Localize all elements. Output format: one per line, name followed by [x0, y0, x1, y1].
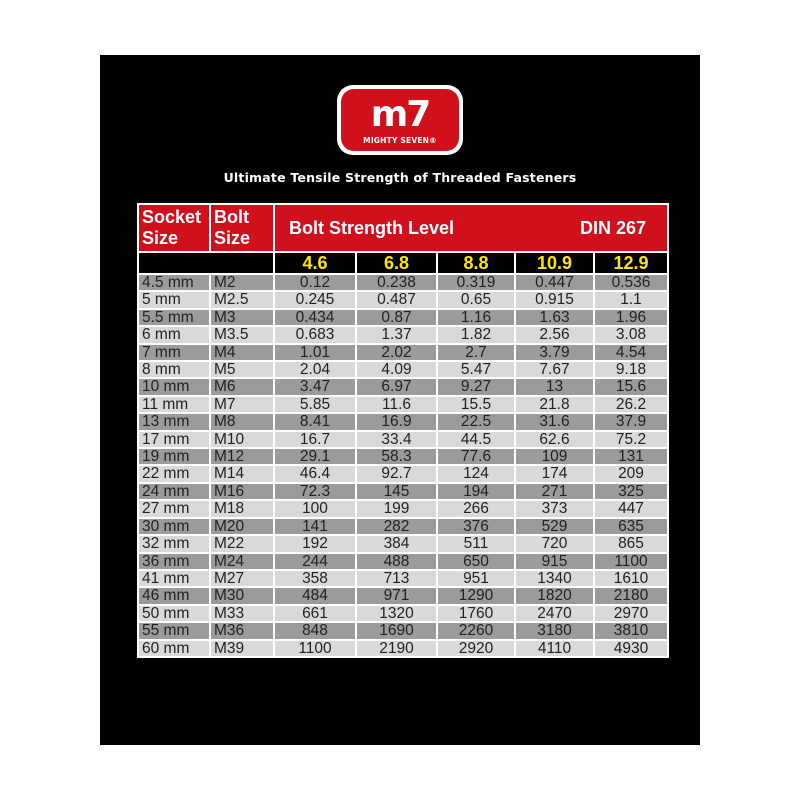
strength-value-cell: 174	[515, 465, 594, 482]
strength-value-cell: 484	[274, 587, 356, 604]
bolt-size-cell: M14	[210, 465, 274, 482]
strength-value-cell: 62.6	[515, 431, 594, 448]
strength-value-cell: 131	[594, 448, 668, 465]
strength-value-cell: 720	[515, 535, 594, 552]
bolt-size-cell: M3	[210, 309, 274, 326]
strength-value-cell: 194	[437, 483, 515, 500]
strength-value-cell: 384	[356, 535, 437, 552]
table-row	[138, 622, 668, 639]
strength-value-cell: 58.3	[356, 448, 437, 465]
strength-value-cell: 0.87	[356, 309, 437, 326]
strength-value-cell: 4110	[515, 640, 594, 657]
strength-value-cell: 16.7	[274, 431, 356, 448]
strength-value-cell: 1100	[274, 640, 356, 657]
strength-value-cell: 661	[274, 605, 356, 622]
strength-value-cell: 1610	[594, 570, 668, 587]
strength-value-cell: 2.04	[274, 361, 356, 378]
table-row	[138, 309, 668, 326]
strength-value-cell: 635	[594, 518, 668, 535]
strength-value-cell: 15.5	[437, 396, 515, 413]
strength-value-cell: 7.67	[515, 361, 594, 378]
table-row	[138, 344, 668, 361]
strength-value-cell: 358	[274, 570, 356, 587]
socket-size-cell: 32 mm	[138, 535, 210, 552]
logo-subtitle: MIGHTY SEVEN®	[363, 136, 437, 145]
strength-value-cell: 0.536	[594, 274, 668, 291]
table-row	[138, 570, 668, 587]
socket-size-cell: 11 mm	[138, 396, 210, 413]
strength-value-cell: 33.4	[356, 431, 437, 448]
strength-value-cell: 447	[594, 500, 668, 517]
bolt-size-cell: M18	[210, 500, 274, 517]
strength-value-cell: 199	[356, 500, 437, 517]
socket-size-cell: 24 mm	[138, 483, 210, 500]
header-socket-size: Socket Size	[138, 204, 210, 252]
bolt-size-cell: M5	[210, 361, 274, 378]
bolt-size-cell: M6	[210, 378, 274, 395]
strength-value-cell: 29.1	[274, 448, 356, 465]
strength-level-label: Bolt Strength Level	[289, 217, 455, 238]
strength-value-cell: 488	[356, 553, 437, 570]
strength-value-cell: 15.6	[594, 378, 668, 395]
table-row	[138, 448, 668, 465]
socket-size-cell: 19 mm	[138, 448, 210, 465]
strength-value-cell: 5.47	[437, 361, 515, 378]
table-row	[138, 587, 668, 604]
socket-size-cell: 30 mm	[138, 518, 210, 535]
grade-header: 8.8	[437, 252, 515, 274]
socket-size-cell: 50 mm	[138, 605, 210, 622]
tensile-strength-table	[137, 203, 669, 658]
strength-value-cell: 21.8	[515, 396, 594, 413]
strength-value-cell: 3180	[515, 622, 594, 639]
table-row	[138, 465, 668, 482]
strength-value-cell: 1290	[437, 587, 515, 604]
strength-value-cell: 1.16	[437, 309, 515, 326]
strength-value-cell: 1340	[515, 570, 594, 587]
strength-value-cell: 373	[515, 500, 594, 517]
bolt-size-cell: M30	[210, 587, 274, 604]
strength-value-cell: 75.2	[594, 431, 668, 448]
strength-value-cell: 2970	[594, 605, 668, 622]
strength-value-cell: 0.65	[437, 291, 515, 308]
bolt-size-cell: M10	[210, 431, 274, 448]
socket-size-cell: 10 mm	[138, 378, 210, 395]
header-bolt-size: Bolt Size	[210, 204, 274, 252]
strength-value-cell: 1690	[356, 622, 437, 639]
strength-value-cell: 2470	[515, 605, 594, 622]
strength-value-cell: 2180	[594, 587, 668, 604]
bolt-size-cell: M20	[210, 518, 274, 535]
grade-header: 10.9	[515, 252, 594, 274]
bolt-size-cell: M22	[210, 535, 274, 552]
strength-value-cell: 8.41	[274, 413, 356, 430]
strength-value-cell: 1.1	[594, 291, 668, 308]
strength-value-cell: 1320	[356, 605, 437, 622]
grade-header: 12.9	[594, 252, 668, 274]
bolt-size-cell: M36	[210, 622, 274, 639]
table-row	[138, 291, 668, 308]
strength-value-cell: 37.9	[594, 413, 668, 430]
bolt-size-cell: M2.5	[210, 291, 274, 308]
socket-size-cell: 17 mm	[138, 431, 210, 448]
strength-value-cell: 3.08	[594, 326, 668, 343]
strength-value-cell: 1.37	[356, 326, 437, 343]
strength-value-cell: 192	[274, 535, 356, 552]
table-row	[138, 274, 668, 291]
strength-value-cell: 141	[274, 518, 356, 535]
strength-value-cell: 3810	[594, 622, 668, 639]
bolt-size-cell: M2	[210, 274, 274, 291]
strength-value-cell: 72.3	[274, 483, 356, 500]
strength-value-cell: 4.09	[356, 361, 437, 378]
strength-value-cell: 13	[515, 378, 594, 395]
strength-value-cell: 77.6	[437, 448, 515, 465]
socket-size-cell: 41 mm	[138, 570, 210, 587]
strength-value-cell: 2.56	[515, 326, 594, 343]
strength-value-cell: 282	[356, 518, 437, 535]
bolt-size-cell: M16	[210, 483, 274, 500]
strength-value-cell: 124	[437, 465, 515, 482]
strength-value-cell: 4930	[594, 640, 668, 657]
table-row	[138, 500, 668, 517]
strength-value-cell: 511	[437, 535, 515, 552]
strength-value-cell: 26.2	[594, 396, 668, 413]
strength-value-cell: 16.9	[356, 413, 437, 430]
header-row	[138, 204, 668, 252]
bolt-size-cell: M24	[210, 553, 274, 570]
strength-value-cell: 6.97	[356, 378, 437, 395]
strength-value-cell: 0.434	[274, 309, 356, 326]
strength-value-cell: 0.447	[515, 274, 594, 291]
bolt-size-cell: M7	[210, 396, 274, 413]
strength-value-cell: 266	[437, 500, 515, 517]
bolt-size-cell: M12	[210, 448, 274, 465]
strength-value-cell: 325	[594, 483, 668, 500]
table-row	[138, 413, 668, 430]
strength-value-cell: 9.18	[594, 361, 668, 378]
table-row	[138, 326, 668, 343]
strength-value-cell: 271	[515, 483, 594, 500]
strength-value-cell: 2.02	[356, 344, 437, 361]
strength-value-cell: 44.5	[437, 431, 515, 448]
socket-size-cell: 46 mm	[138, 587, 210, 604]
strength-value-cell: 9.27	[437, 378, 515, 395]
strength-value-cell: 100	[274, 500, 356, 517]
strength-value-cell: 971	[356, 587, 437, 604]
table-row	[138, 361, 668, 378]
strength-value-cell: 848	[274, 622, 356, 639]
strength-value-cell: 1100	[594, 553, 668, 570]
socket-size-cell: 5 mm	[138, 291, 210, 308]
table-row	[138, 553, 668, 570]
bolt-size-cell: M33	[210, 605, 274, 622]
strength-value-cell: 11.6	[356, 396, 437, 413]
bolt-size-cell: M4	[210, 344, 274, 361]
socket-size-cell: 4.5 mm	[138, 274, 210, 291]
strength-value-cell: 92.7	[356, 465, 437, 482]
strength-value-cell: 3.47	[274, 378, 356, 395]
strength-value-cell: 713	[356, 570, 437, 587]
socket-size-cell: 8 mm	[138, 361, 210, 378]
strength-value-cell: 2260	[437, 622, 515, 639]
socket-size-cell: 55 mm	[138, 622, 210, 639]
strength-value-cell: 0.238	[356, 274, 437, 291]
grade-header: 6.8	[356, 252, 437, 274]
strength-value-cell: 46.4	[274, 465, 356, 482]
table-row	[138, 605, 668, 622]
socket-size-cell: 27 mm	[138, 500, 210, 517]
socket-size-cell: 6 mm	[138, 326, 210, 343]
header-strength-level	[274, 204, 668, 252]
table-row	[138, 518, 668, 535]
bolt-size-cell: M27	[210, 570, 274, 587]
table-row	[138, 378, 668, 395]
strength-value-cell: 650	[437, 553, 515, 570]
strength-value-cell: 0.683	[274, 326, 356, 343]
strength-value-cell: 0.319	[437, 274, 515, 291]
page-title: Ultimate Tensile Strength of Threaded Fasteners	[223, 170, 577, 185]
strength-value-cell: 1.63	[515, 309, 594, 326]
strength-value-cell: 4.54	[594, 344, 668, 361]
strength-value-cell: 3.79	[515, 344, 594, 361]
socket-size-cell: 7 mm	[138, 344, 210, 361]
grade-header: 4.6	[274, 252, 356, 274]
strength-value-cell: 2.7	[437, 344, 515, 361]
socket-size-cell: 36 mm	[138, 553, 210, 570]
strength-value-cell: 0.487	[356, 291, 437, 308]
strength-value-cell: 951	[437, 570, 515, 587]
strength-value-cell: 865	[594, 535, 668, 552]
strength-value-cell: 145	[356, 483, 437, 500]
strength-value-cell: 5.85	[274, 396, 356, 413]
socket-size-cell: 13 mm	[138, 413, 210, 430]
table-row	[138, 483, 668, 500]
table-row	[138, 535, 668, 552]
strength-value-cell: 244	[274, 553, 356, 570]
strength-value-cell: 376	[437, 518, 515, 535]
strength-value-cell: 0.915	[515, 291, 594, 308]
strength-value-cell: 1.01	[274, 344, 356, 361]
standard-label: DIN 267	[579, 217, 647, 238]
bolt-size-cell: M39	[210, 640, 274, 657]
strength-value-cell: 915	[515, 553, 594, 570]
strength-value-cell: 529	[515, 518, 594, 535]
strength-value-cell: 0.12	[274, 274, 356, 291]
table-row	[138, 396, 668, 413]
strength-value-cell: 109	[515, 448, 594, 465]
strength-value-cell: 31.6	[515, 413, 594, 430]
bolt-size-cell: M3.5	[210, 326, 274, 343]
logo-mark: m7	[370, 94, 430, 135]
grade-row-spacer	[138, 252, 274, 274]
socket-size-cell: 60 mm	[138, 640, 210, 657]
bolt-size-cell: M8	[210, 413, 274, 430]
strength-value-cell: 22.5	[437, 413, 515, 430]
strength-value-cell: 209	[594, 465, 668, 482]
strength-value-cell: 2190	[356, 640, 437, 657]
strength-value-cell: 0.245	[274, 291, 356, 308]
strength-value-cell: 1820	[515, 587, 594, 604]
table-row	[138, 431, 668, 448]
strength-value-cell: 1.96	[594, 309, 668, 326]
strength-value-cell: 2920	[437, 640, 515, 657]
socket-size-cell: 5.5 mm	[138, 309, 210, 326]
strength-value-cell: 1.82	[437, 326, 515, 343]
grade-row	[138, 252, 668, 274]
socket-size-cell: 22 mm	[138, 465, 210, 482]
table-row	[138, 640, 668, 657]
strength-value-cell: 1760	[437, 605, 515, 622]
mighty-seven-logo	[337, 85, 463, 155]
